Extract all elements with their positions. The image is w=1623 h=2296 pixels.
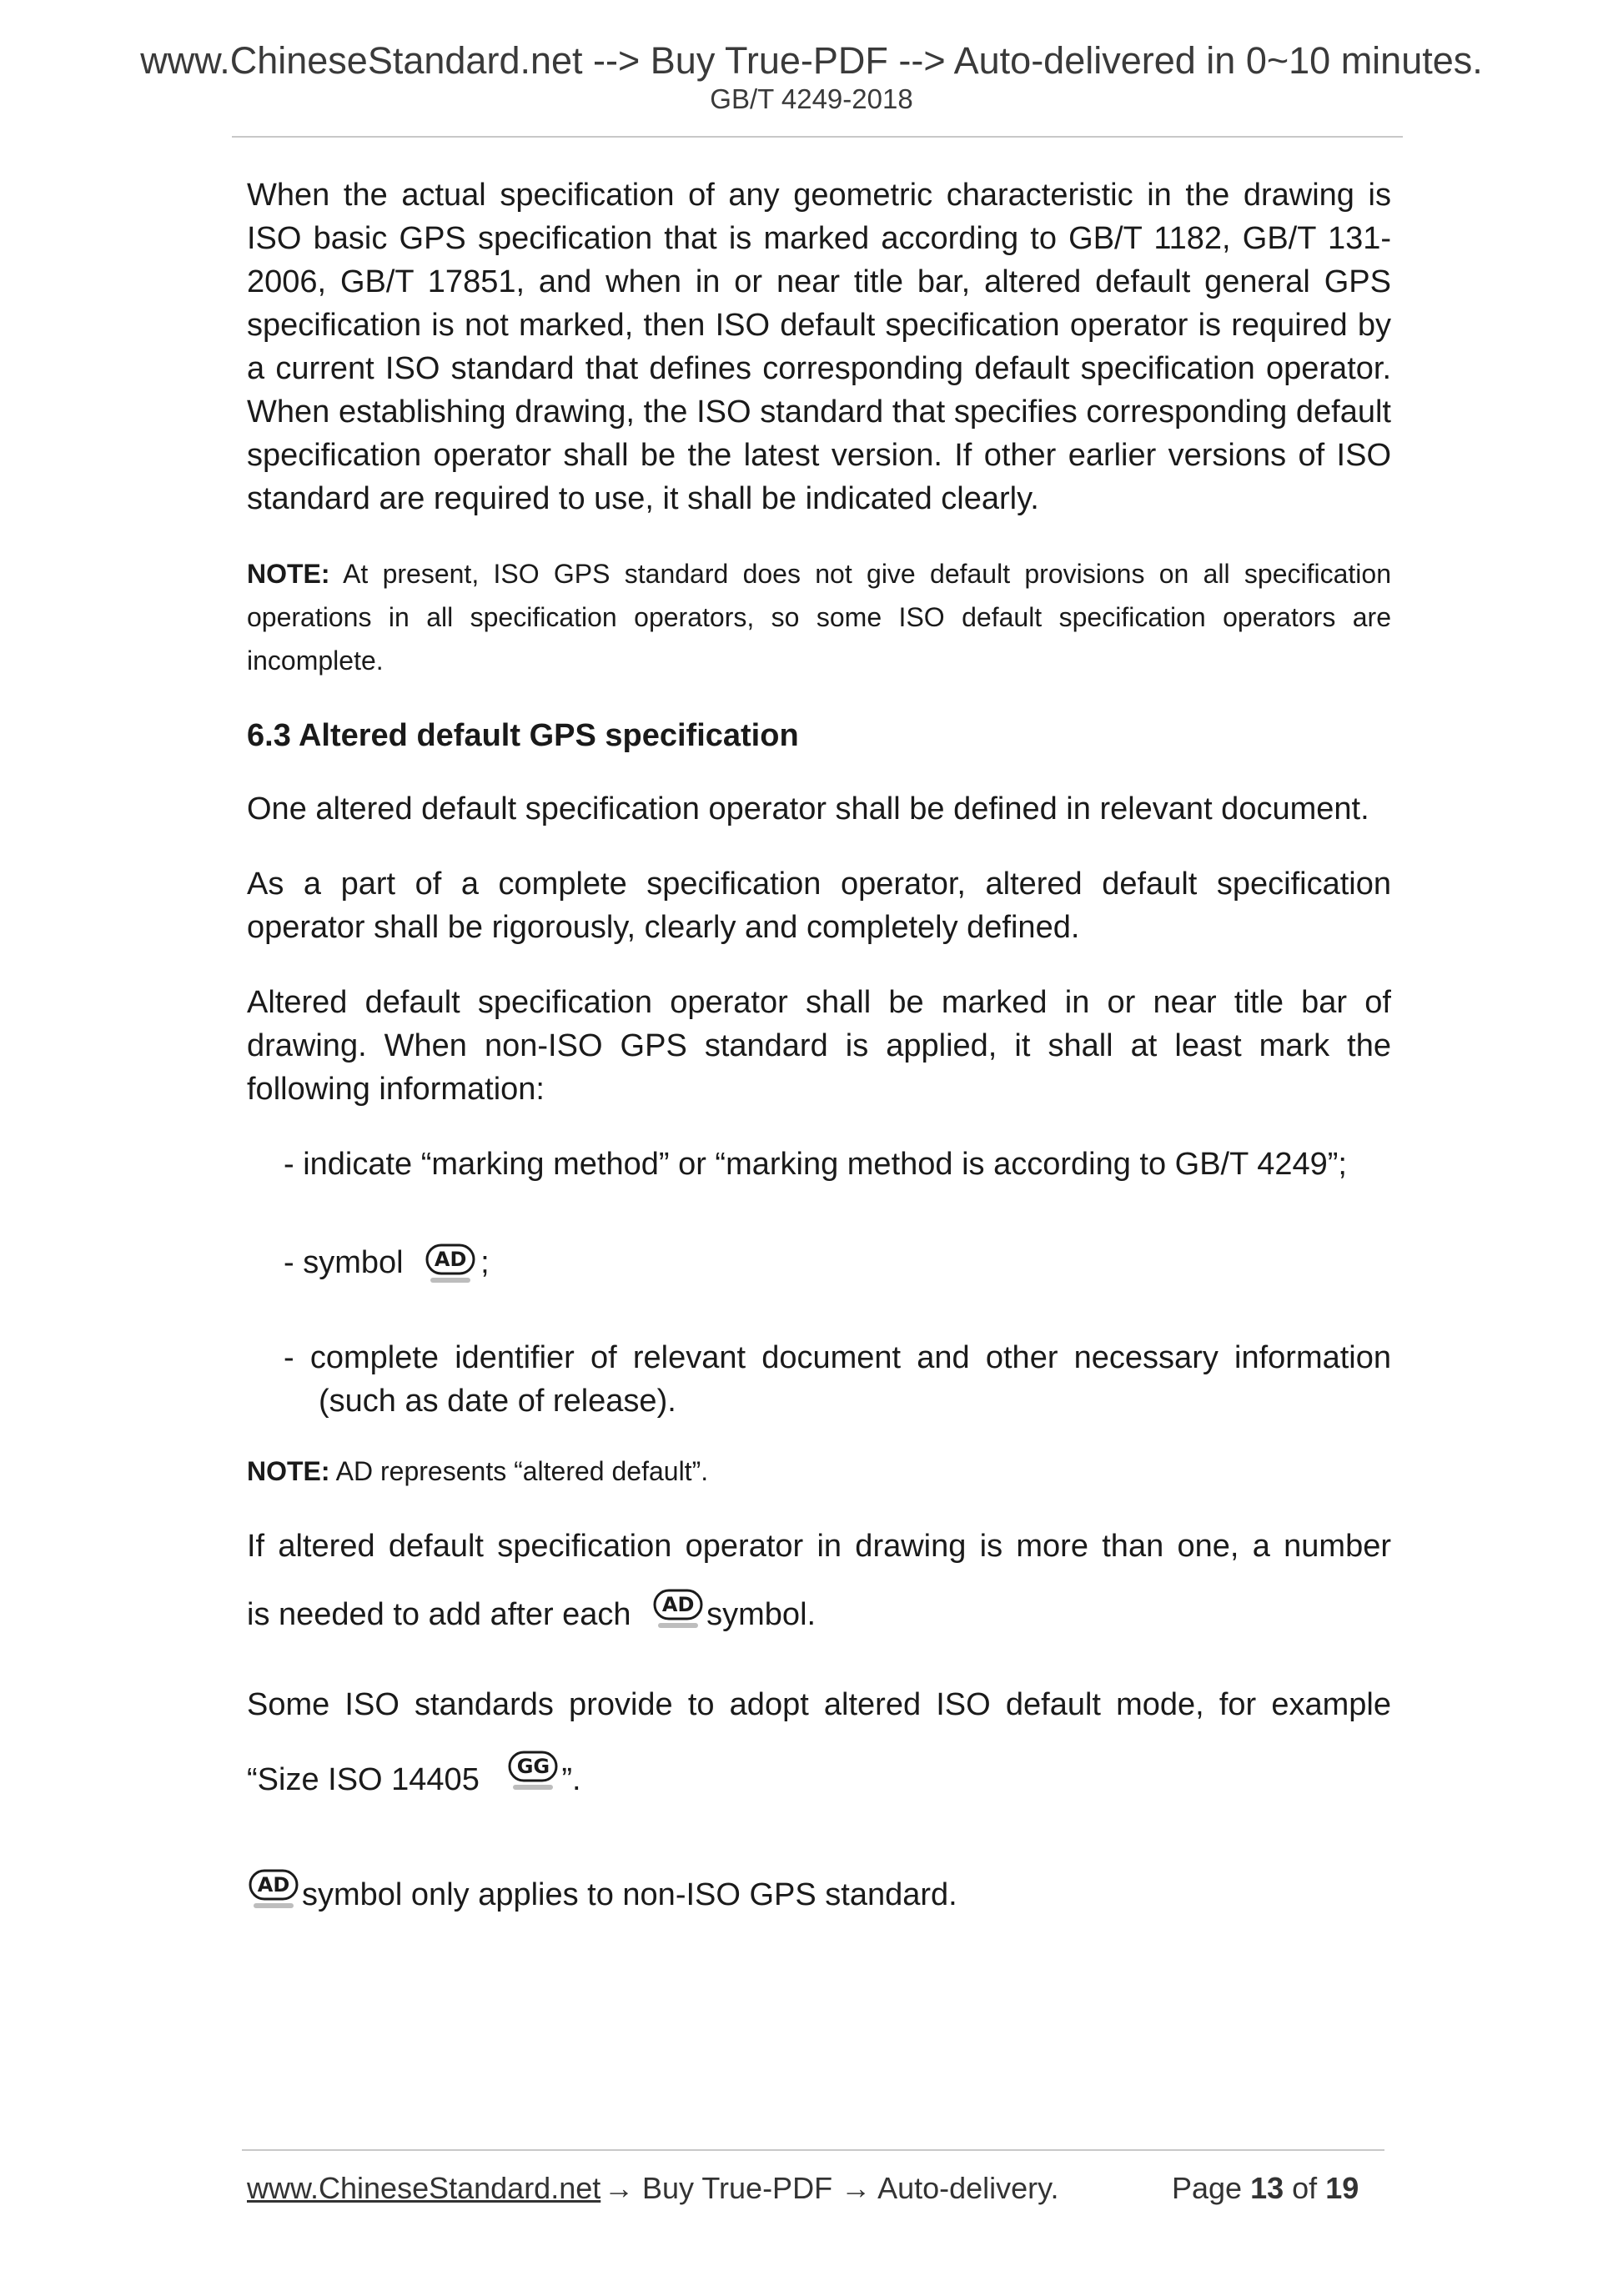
gg-symbol-icon <box>506 1750 560 1793</box>
note-text: AD represents “altered default”. <box>329 1456 709 1486</box>
header-banner: www.ChineseStandard.net --> Buy True-PDF --> Auto-delivered in 0~10 minutes. <box>140 39 1483 82</box>
paragraph-complete-operator: As a part of a complete specification operator, altered default specification operator shall be rigorously, clearly and completely defined. <box>247 867 1391 945</box>
list-item-symbol-prefix: - symbol <box>284 1245 404 1280</box>
paragraph-iso-default-mode-suffix: ”. <box>561 1762 581 1797</box>
footer-divider <box>242 2149 1384 2151</box>
paragraph-marking-requirements: Altered default specification operator shall be marked in or near title bar of drawing. When non-ISO GPS standard is applied, it shall at least mark the following information: <box>247 985 1391 1107</box>
note-incomplete-operators <box>247 552 1391 682</box>
section-heading: 6.3 Altered default GPS specification <box>247 718 799 753</box>
footer-buy-text: → Buy True-PDF → Auto-delivery. <box>604 2171 1059 2205</box>
paragraph-iso-default-mode-line2 <box>247 1754 1391 1803</box>
paragraph-iso-default-spec: When the actual specification of any geometric characteristic in the drawing is ISO basic GPS specification that is marked according to GB/T 1182, GB/T 131-2006, GB/T 17851, and when in or near title bar, altered default general GPS specification is not marked, then ISO default specification operator is required by a current ISO standard that defines corresponding default specification operator. When establishing drawing, the ISO standard that specifies corresponding default specification operator shall be the latest version. If other earlier versions of ISO standard are required to use, it shall be indicated clearly. <box>247 178 1391 516</box>
paragraph-ad-applicability-text: symbol only applies to non-ISO GPS standard. <box>302 1877 957 1912</box>
page-total: 19 <box>1325 2171 1359 2205</box>
ad-symbol-icon <box>651 1588 705 1631</box>
paragraph-iso-default-mode-line1: Some ISO standards provide to adopt altered ISO default mode, for example <box>247 1687 1391 1722</box>
page-number <box>1172 2171 1359 2206</box>
ad-symbol-icon <box>247 1868 300 1912</box>
paragraph-multiple-operators-prefix: is needed to add after each <box>247 1597 631 1632</box>
paragraph-multiple-operators-line1: If altered default specification operator in drawing is more than one, a number <box>247 1529 1391 1564</box>
list-item-document-identifier <box>284 1336 1391 1423</box>
gg-symbol-label: GG <box>516 1754 550 1778</box>
header-divider <box>232 136 1403 138</box>
list-item-symbol-suffix: ; <box>480 1245 490 1280</box>
page-of: of <box>1292 2171 1318 2205</box>
paragraph-defined-in-document: One altered default specification operator shall be defined in relevant document. <box>247 791 1369 826</box>
footer-website-link[interactable]: www.ChineseStandard.net <box>247 2171 601 2205</box>
list-item-symbol <box>284 1241 1384 1286</box>
note-text: At present, ISO GPS standard does not give default provisions on all specification operations in all specification operators, so some ISO default specification operators are incomplete. <box>247 559 1391 676</box>
paragraph-ad-applicability <box>247 1873 1391 1918</box>
note-label: NOTE: <box>247 1456 330 1486</box>
document-code: GB/T 4249-2018 <box>710 83 913 114</box>
paragraph-multiple-operators-line2 <box>247 1593 1391 1638</box>
ad-symbol-label: AD <box>661 1592 695 1616</box>
list-item-marking-method: - indicate “marking method” or “marking method is according to GB/T 4249”; <box>284 1147 1347 1182</box>
page-label: Page <box>1172 2171 1243 2205</box>
note-ad-meaning <box>247 1449 1391 1493</box>
list-item-identifier-line2: (such as date of release). <box>319 1384 676 1419</box>
page-current: 13 <box>1250 2171 1284 2205</box>
ad-symbol-label: AD <box>257 1872 290 1897</box>
list-item-identifier-line1: - complete identifier of relevant document and other necessary information <box>284 1340 1391 1375</box>
ad-symbol-label: AD <box>434 1247 467 1271</box>
paragraph-iso-default-mode-prefix: “Size ISO 14405 <box>247 1762 480 1797</box>
ad-symbol-icon <box>424 1243 477 1286</box>
note-label: NOTE: <box>247 559 330 589</box>
paragraph-multiple-operators-suffix: symbol. <box>706 1597 817 1632</box>
